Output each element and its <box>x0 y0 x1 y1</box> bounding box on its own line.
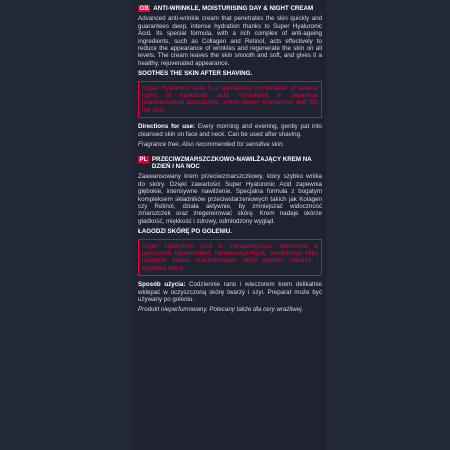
pl-fragrance-note: Produkt nieperfumowany. Polecany także dla cery wrażliwej. <box>138 306 304 314</box>
gb-subheading: SOOTHES THE SKIN AFTER SHAVING. <box>138 70 253 78</box>
pl-language-badge: PL <box>139 155 148 163</box>
pl-subheading: ŁAGODZI SKÓRĘ PO GOLENIU. <box>138 228 232 236</box>
label-panel <box>133 0 326 450</box>
gb-language-badge: GB <box>139 5 149 12</box>
pl-description: Zaawansowany krem przeciwzmarszczkowy, który szybko wnika do skóry. Dzięki zawartości Super Hyaluronic Acid zapewnia głębokie, intensywne nawilżenie. Specjalna formuła z bogatym kompleksem składników przeciwstarzeniowych takich jak Kolagen czy Retinol, działa aktywnie, by zmniejszać widoczność zmarszczek oraz zregenerować skórę. Krem nadaje skórze gładkość, miękkość i zdrowy, odmłodzony wygląd. <box>138 173 322 225</box>
gb-description: Advanced anti-wrinkle cream that penetrates the skin quickly and guarantees deep, intense hydration thanks to Super Hyaluronic Acid. Its special formula, with a rich complex of anti-ageing ingredients, such as Collagen and Retinol, acts effectively to reduce the appearance of wrinkles and regenerate the skin on all levels. The cream leaves the skin smooth and soft, and gives it a healthy, rejuvenated appearance. <box>138 15 322 67</box>
pl-directions-label: Sposób użycia: <box>138 281 186 289</box>
pl-directions <box>138 281 322 303</box>
left-dark-margin <box>0 0 133 450</box>
pl-title: PRZECIWZMARSZCZKOWO-NAWILŻAJĄCY KREM NA DZIEŃ I NA NOC <box>151 155 312 170</box>
gb-heading <box>138 5 322 12</box>
gb-directions <box>138 123 322 138</box>
pl-heading <box>138 156 322 171</box>
gb-ingredient-box: Super Hyaluronic Acid is a specialized combination of several types of hyaluronic acid, formulated in Japanese pharmaceutical laboratories, which deeply moisturizes and fills the skin. <box>138 81 322 119</box>
gb-title: ANTI-WRINKLE, MOISTURISING DAY & NIGHT CREAM <box>153 5 314 12</box>
right-dark-margin <box>326 0 450 450</box>
pl-ingredient-box: Super Hyaluronic Acid to specjalistyczna, stworzona w japońskich laboratoriach farmaceutycznych, kombinacja kilku rodzajów kwasu hialuronowego, który głęboko nawilża i wypełnia skórę. <box>138 239 322 277</box>
gb-fragrance-note: Fragrance free. Also recommended for sensitive skin. <box>138 141 285 149</box>
pl-directions-text: Codziennie rano i wieczorem krem delikatnie wklepać w oczyszczoną skórę twarzy i szyi. Preparat może być używany po goleniu. <box>138 281 322 303</box>
gb-directions-text: Every morning and evening, gently pat into cleansed skin on face and neck. Can be used after shaving. <box>138 123 322 138</box>
gb-directions-label: Directions for use: <box>138 123 195 131</box>
